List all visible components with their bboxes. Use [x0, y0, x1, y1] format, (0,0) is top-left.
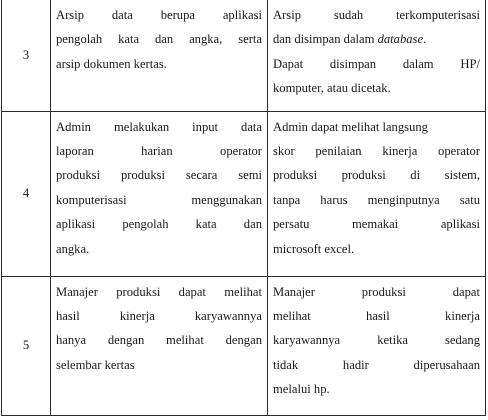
proposed-system-cell — [268, 0, 486, 111]
cell-line: Admin melakukan input data — [56, 119, 262, 134]
cell-line: karyawannya ketika sedang — [273, 333, 480, 348]
current-system-cell — [51, 111, 268, 276]
cell-line: tanpa harus menginputnya satu — [273, 192, 480, 207]
cell-line: produksi produksi di sistem, — [273, 168, 480, 183]
cell-line: Manajer produksi dapat melihat — [56, 284, 262, 299]
cell-line: microsoft excel. — [273, 241, 355, 256]
table-row — [2, 276, 486, 415]
comparison-table — [1, 0, 486, 416]
cell-line: persatu memakai aplikasi — [273, 217, 480, 232]
row-number: 5 — [2, 276, 51, 415]
proposed-system-cell — [268, 276, 486, 415]
cell-line: hanya dengan melihat dengan — [56, 333, 262, 348]
cell-line: laporan harian operator — [56, 143, 262, 158]
cell-line: selembar kertas — [56, 357, 135, 372]
cell-line: Arsip data berupa aplikasi — [56, 8, 262, 22]
table-row — [2, 111, 486, 276]
row-number: 4 — [2, 111, 51, 276]
cell-line: Dapat disimpan dalam HP/ — [273, 56, 480, 71]
cell-line: arsip dokumen kertas. — [56, 56, 167, 71]
cell-line-text: dan disimpan dalam — [273, 32, 378, 47]
proposed-system-cell — [268, 111, 486, 276]
cell-line: tidak hadir diperusahaan — [273, 357, 480, 372]
cell-line: Arsip sudah terkomputerisasi — [273, 8, 480, 22]
cell-line: melihat hasil kinerja — [273, 308, 480, 323]
cell-line: produksi produksi secara semi — [56, 168, 262, 183]
cell-line: Manajer produksi dapat — [273, 284, 480, 299]
cell-line: hasil kinerja karyawannya — [56, 308, 262, 323]
cell-line: melalui hp. — [273, 382, 330, 397]
current-system-cell — [51, 0, 268, 111]
cell-line: Admin dapat melihat langsung — [273, 119, 428, 134]
current-system-cell — [51, 276, 268, 415]
emphasis-term: database — [377, 32, 424, 47]
cell-line: pengolah kata dan angka, serta — [56, 32, 262, 47]
emphasis-suffix: . — [423, 32, 427, 47]
cell-line — [273, 27, 480, 51]
cell-line: komputerisasi menggunakan — [56, 192, 262, 207]
cell-line: angka. — [56, 241, 90, 256]
cell-line: aplikasi pengolah kata dan — [56, 217, 262, 232]
cell-line: skor penilaian kinerja operator — [273, 143, 480, 158]
cell-line: komputer, atau dicetak. — [273, 81, 391, 96]
row-number: 3 — [2, 0, 51, 111]
table-row — [2, 0, 486, 111]
